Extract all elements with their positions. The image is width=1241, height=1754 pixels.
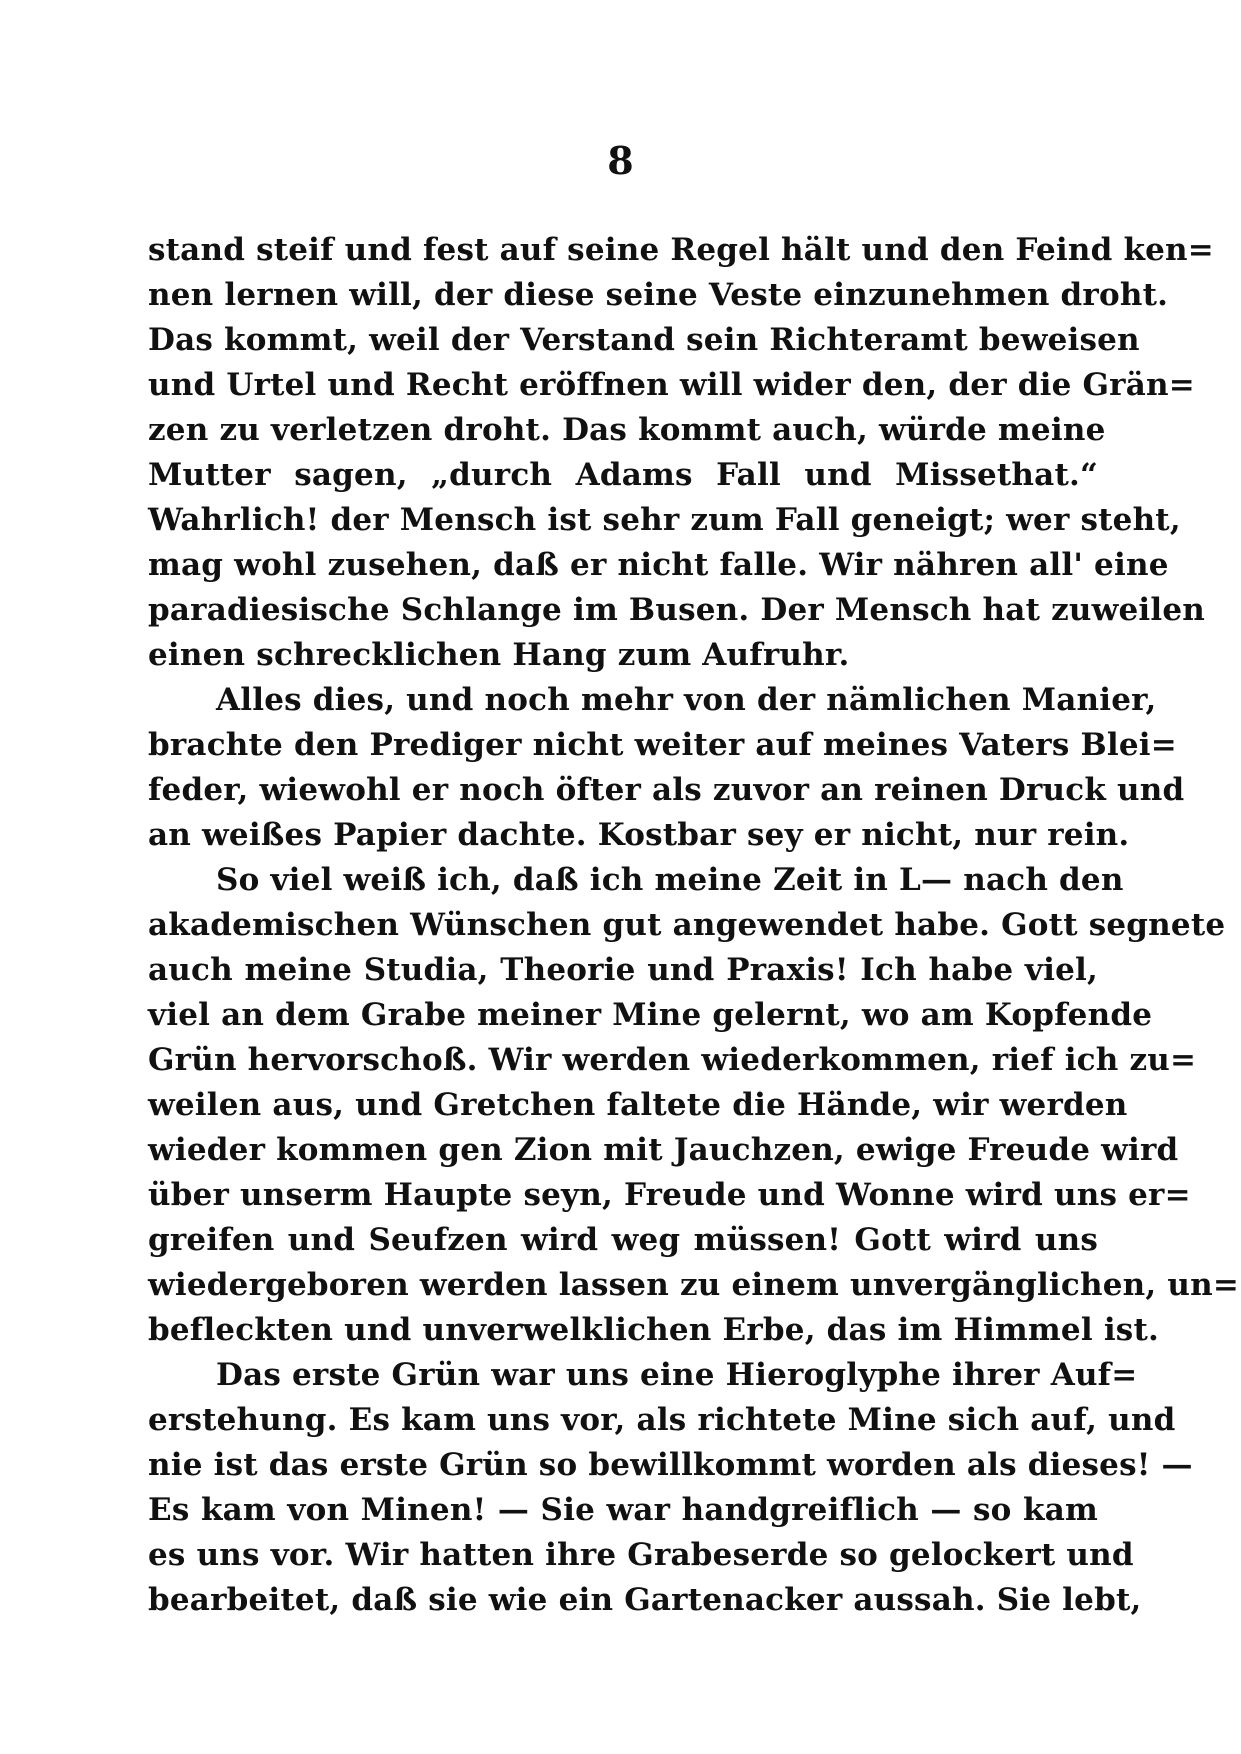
text-line: greifen und Seufzen wird weg müssen! Gott wird uns — [148, 1222, 1098, 1258]
text-line: einen schrecklichen Hang zum Aufruhr. — [148, 637, 850, 673]
text-line: feder, wiewohl er noch öfter als zuvor an reinen Druck und — [148, 772, 1185, 808]
text-line: wiedergeboren werden lassen zu einem unvergänglichen, un= — [148, 1267, 1240, 1303]
text-line: über unserm Haupte seyn, Freude und Wonne wird uns er= — [148, 1177, 1191, 1213]
text-line: viel an dem Grabe meiner Mine gelernt, wo am Kopfende — [148, 997, 1153, 1033]
text-line: bearbeitet, daß sie wie ein Gartenacker aussah. Sie lebt, — [148, 1582, 1142, 1618]
text-line: Das kommt, weil der Verstand sein Richteramt beweisen — [148, 322, 1140, 358]
body-text — [148, 228, 1240, 1623]
text-line: brachte den Prediger nicht weiter auf meines Vaters Blei= — [148, 727, 1177, 763]
text-line: Wahrlich! der Mensch ist sehr zum Fall geneigt; wer steht, — [148, 502, 1181, 538]
text-line: erstehung. Es kam uns vor, als richtete Mine sich auf, und — [148, 1402, 1176, 1438]
text-line: Alles dies, und noch mehr von der nämlichen Manier, — [216, 682, 1157, 718]
text-line: mag wohl zusehen, daß er nicht falle. Wir nähren all' eine — [148, 547, 1169, 583]
text-line: es uns vor. Wir hatten ihre Grabeserde so gelockert und — [148, 1537, 1134, 1573]
text-line: paradiesische Schlange im Busen. Der Mensch hat zuweilen — [148, 592, 1206, 628]
text-line: Mutter sagen, „durch Adams Fall und Missethat.“ — [148, 457, 1098, 493]
text-line: zen zu verletzen droht. Das kommt auch, würde meine — [148, 412, 1106, 448]
text-line: wieder kommen gen Zion mit Jauchzen, ewige Freude wird — [148, 1132, 1179, 1168]
text-line: akademischen Wünschen gut angewendet habe. Gott segnete — [148, 907, 1226, 943]
text-line: Es kam von Minen! — Sie war handgreiflich — so kam — [148, 1492, 1098, 1528]
text-line: Das erste Grün war uns eine Hieroglyphe ihrer Auf= — [216, 1357, 1138, 1393]
text-line: nen lernen will, der diese seine Veste einzunehmen droht. — [148, 277, 1169, 313]
text-line: und Urtel und Recht eröffnen will wider den, der die Grän= — [148, 367, 1195, 403]
text-line: weilen aus, und Gretchen faltete die Hände, wir werden — [148, 1087, 1128, 1123]
text-line: an weißes Papier dachte. Kostbar sey er nicht, nur rein. — [148, 817, 1130, 853]
text-line: So viel weiß ich, daß ich meine Zeit in L— nach den — [216, 862, 1124, 898]
text-line: stand steif und fest auf seine Regel hält und den Feind ken= — [148, 232, 1214, 268]
text-line: auch meine Studia, Theorie und Praxis! Ich habe viel, — [148, 952, 1098, 988]
text-line: befleckten und unverwelklichen Erbe, das im Himmel ist. — [148, 1312, 1159, 1348]
page-number: 8 — [607, 138, 634, 183]
text-line: Grün hervorschoß. Wir werden wiederkommen, rief ich zu= — [148, 1042, 1197, 1078]
text-line: nie ist das erste Grün so bewillkommt worden als dieses! — — [148, 1447, 1193, 1483]
